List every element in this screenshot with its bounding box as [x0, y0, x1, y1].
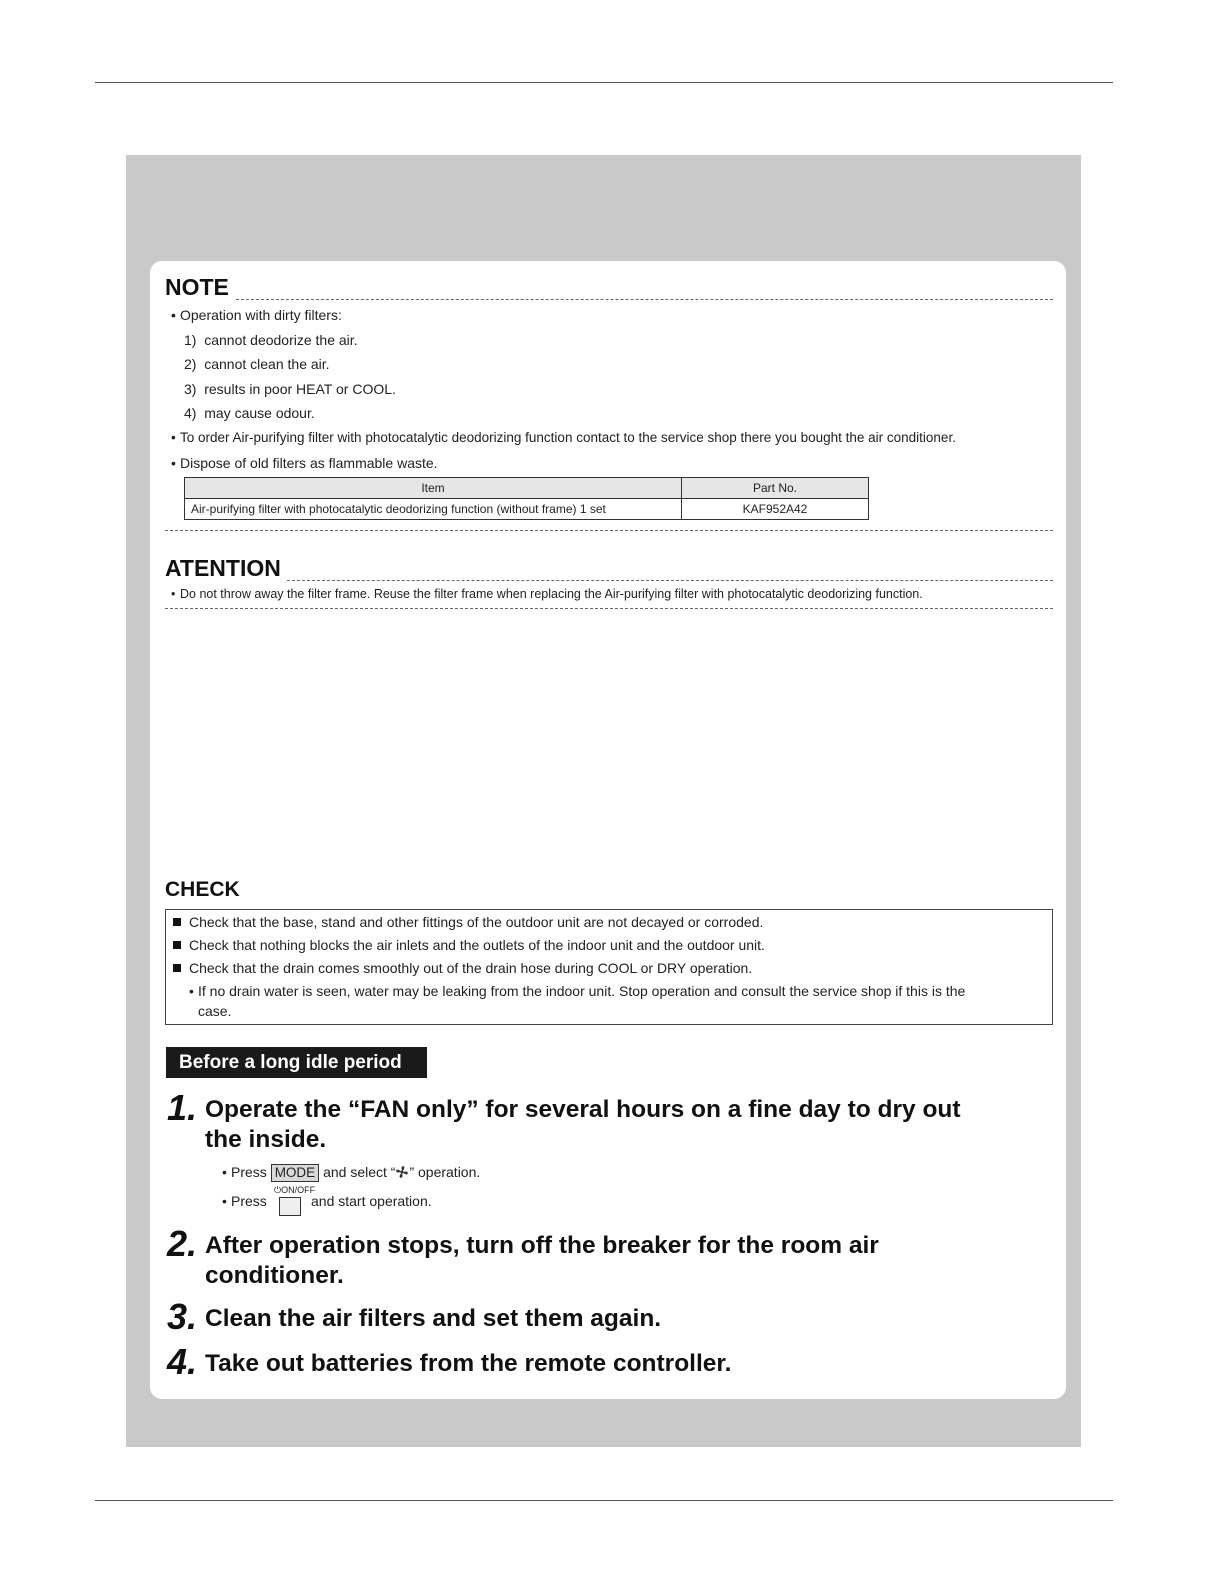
- idle-period-badge: Before a long idle period: [166, 1047, 427, 1078]
- step-text: [205, 1095, 961, 1155]
- check-item-text: Check that the drain comes smoothly out of the drain hose during COOL or DRY operation.: [189, 960, 753, 976]
- onoff-label: ⏻ON/OFF: [274, 1185, 316, 1195]
- fan-icon: [395, 1165, 409, 1179]
- step-line: conditioner.: [205, 1262, 344, 1289]
- check-item: [173, 937, 765, 953]
- bullet-icon: •: [189, 983, 194, 999]
- note-item-text: cannot clean the air.: [204, 356, 330, 372]
- bullet-icon: •: [171, 455, 176, 471]
- attention-text: Do not throw away the filter frame. Reuse the filter frame when replacing the Air-purifying filter with photocatalytic deodorizing function.: [180, 587, 923, 601]
- step-number: 2.: [167, 1223, 198, 1264]
- square-bullet-icon: [173, 964, 181, 972]
- note-item-num: 1): [184, 332, 197, 348]
- header-rule: [95, 82, 1113, 83]
- check-sub-text: If no drain water is seen, water may be leaking from the indoor unit. Stop operation and consult the service shop if this is the: [198, 983, 966, 999]
- check-sub-note: [189, 983, 965, 999]
- mode-key: MODE: [271, 1164, 320, 1182]
- footer-rule: [95, 1500, 1113, 1501]
- bullet-icon: •: [222, 1164, 227, 1180]
- step-text: [205, 1231, 879, 1291]
- step-number: 3.: [167, 1296, 198, 1337]
- note-order: [171, 430, 956, 445]
- press-label: Press: [231, 1164, 267, 1180]
- check-item-text: Check that the base, stand and other fittings of the outdoor unit are not decayed or corroded.: [189, 914, 764, 930]
- note-item: [184, 405, 315, 421]
- table-cell-item: Air-purifying filter with photocatalytic deodorizing function (without frame) 1 set: [185, 499, 682, 520]
- start-operation-text: and start operation.: [311, 1193, 432, 1209]
- table-row: [185, 499, 869, 520]
- press-mode-line: [222, 1164, 480, 1182]
- note-dispose-text: Dispose of old filters as flammable waste.: [180, 455, 438, 471]
- select-text: and select “: [323, 1164, 396, 1180]
- note-item-text: may cause odour.: [204, 405, 315, 421]
- note-item-num: 2): [184, 356, 197, 372]
- attention-title: ATENTION: [165, 555, 281, 581]
- note-intro-text: Operation with dirty filters:: [180, 307, 342, 323]
- note-dispose: [171, 455, 438, 471]
- square-bullet-icon: [173, 941, 181, 949]
- note-title: NOTE: [165, 274, 229, 300]
- attention-line: [171, 587, 923, 601]
- note-item-text: cannot deodorize the air.: [204, 332, 358, 348]
- note-divider-bottom: [165, 530, 1053, 531]
- attention-divider-top: [287, 580, 1053, 581]
- onoff-label-text: ON/OFF: [281, 1185, 316, 1195]
- step-line: After operation stops, turn off the breaker for the room air: [205, 1232, 879, 1259]
- note-item-text: results in poor HEAT or COOL.: [204, 381, 396, 397]
- check-sub-note-cont: case.: [198, 1003, 232, 1019]
- check-item-text: Check that nothing blocks the air inlets and the outlets of the indoor unit and the outdoor unit.: [189, 937, 765, 953]
- note-item: [184, 356, 330, 372]
- press-onoff-line: [222, 1193, 267, 1209]
- check-title: CHECK: [165, 878, 240, 901]
- square-bullet-icon: [173, 918, 181, 926]
- bullet-icon: •: [171, 587, 176, 601]
- table-header-row: [185, 478, 869, 499]
- press-label: Press: [231, 1193, 267, 1209]
- onoff-key: [279, 1197, 301, 1216]
- bullet-icon: •: [171, 430, 176, 445]
- check-item: [173, 914, 763, 930]
- table-header-item: Item: [185, 478, 682, 499]
- note-item-num: 4): [184, 405, 197, 421]
- table-cell-partno: KAF952A42: [682, 499, 869, 520]
- check-item: [173, 960, 752, 976]
- step-text: Take out batteries from the remote controller.: [205, 1350, 732, 1377]
- onoff-button-graphic: [274, 1185, 316, 1219]
- note-item-num: 3): [184, 381, 197, 397]
- operation-text: ” operation.: [409, 1164, 481, 1180]
- bullet-icon: •: [171, 307, 176, 323]
- table-header-partno: Part No.: [682, 478, 869, 499]
- parts-table: [184, 477, 869, 520]
- step-line: the inside.: [205, 1126, 327, 1153]
- note-item: [184, 332, 358, 348]
- attention-divider-bottom: [165, 608, 1053, 609]
- step-line: Operate the “FAN only” for several hours on a fine day to dry out: [205, 1096, 961, 1123]
- note-order-text: To order Air-purifying filter with photocatalytic deodorizing function contact to the service shop there you bought the air conditioner.: [180, 430, 956, 445]
- note-item: [184, 381, 396, 397]
- bullet-icon: •: [222, 1193, 227, 1209]
- step-text: Clean the air filters and set them again.: [205, 1305, 662, 1332]
- step-number: 1.: [167, 1087, 198, 1128]
- note-divider-top: [236, 299, 1053, 300]
- step-number: 4.: [167, 1341, 198, 1382]
- note-intro: [171, 307, 342, 323]
